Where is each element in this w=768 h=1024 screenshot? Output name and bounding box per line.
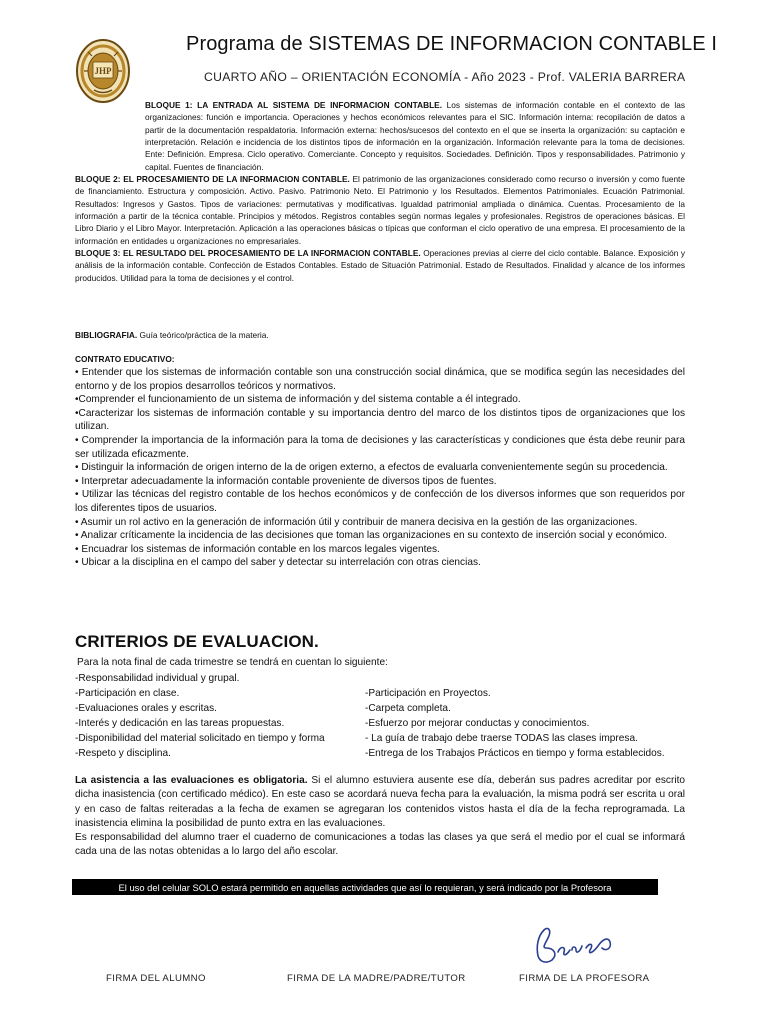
block-2-text: El patrimonio de las organizaciones considerado como recurso o inversión y como fuente de financiamiento. Estructura y composición. Activo. Pasivo. Patrimonio Neto. El Patrimonio y los Resultados. Elementos Patrimoniales. Ecuación Patrimonial. Resultados: Ingresos y Gastos. Tipos de variaciones: permutativas y modificativas. Igualdad patrimonial ampliada o dinámica. Cuentas. Procesamiento de la información a partir de la técnica contable. Principios y métodos. Registros contables según normas legales y profesionales. Registros de operaciones básicas. El Libro Diario y el Libro Mayor. Interpretación. Aplicación a las operaciones básicas o típicas que conforman el ciclo operativo de una empresa. El procesamiento de la información en entidades u organizaciones no empresariales. — [75, 174, 685, 246]
firma-alumno-label: FIRMA DEL ALUMNO — [106, 973, 206, 984]
criterios-intro: Para la nota final de cada trimestre se tendrá en cuentan lo siguiente: — [77, 657, 388, 668]
block-3 — [75, 247, 685, 284]
list-item: • Asumir un rol activo en la generación de información útil y contribuir de manera decisiva en la gestión de las organizaciones. — [75, 516, 638, 528]
content-blocks — [75, 99, 685, 284]
list-item: • Entender que los sistemas de información contable son una construcción social dinámica, que se modifica según las necesidades del entorno y de los propios desarrollos teóricos y normativos. — [75, 367, 685, 392]
list-item: • Utilizar las técnicas del registro contable de los hechos económicos y de confección de los diversos informes que son requeridos por los diferentes tipos de usuarios. — [75, 489, 685, 514]
school-seal-logo — [76, 38, 130, 104]
contrato-list — [75, 366, 685, 570]
teacher-signature — [528, 918, 638, 968]
block-2-heading: BLOQUE 2: EL PROCESAMIENTO DE LA INFORMACION CONTABLE. — [75, 174, 350, 185]
seal-text: JHP — [94, 66, 112, 76]
criterio-item: -Respeto y disciplina. — [75, 748, 171, 760]
block-3-heading: BLOQUE 3: EL RESULTADO DEL PROCESAMIENTO DE LA INFORMACION CONTABLE. — [75, 248, 421, 259]
list-item: • Distinguir la información de origen interno de la de origen externo, a efectos de evaluarla convenientemente según su procedencia. — [75, 462, 668, 474]
criterio-item: -Interés y dedicación en las tareas propuestas. — [75, 718, 285, 730]
asistencia-paragraph-1 — [75, 774, 685, 831]
bibliografia — [75, 329, 685, 341]
block-1 — [75, 99, 685, 173]
asistencia-text-1: Si el alumno estuviera ausente ese día, deberán sus padres acreditar por escrito dicha inasistencia (con certificado médico). En este caso se acordará nueva fecha para la evaluación, la misma podrá ser escrita u oral y en caso de faltas reiteradas a la fecha de examen se agregaran los contenidos vistos hasta el día de la fecha reprogramada. La inasistencia elimina la posibilidad de punto extra en las evaluaciones. — [75, 775, 685, 829]
bibliografia-text: Guía teórico/práctica de la materia. — [137, 330, 269, 340]
list-item: •Caracterizar los sistemas de información contable y su importancia dentro del marco de los distintos tipos de organizaciones que los utilizan. — [75, 407, 685, 433]
list-item: • Analizar críticamente la incidencia de las decisiones que toman las organizaciones en su contexto de inserción social y económico. — [75, 530, 668, 542]
criterio-item: -Participación en clase. — [75, 688, 180, 700]
block-2 — [75, 173, 685, 247]
banner-text: El uso del celular SOLO estará permitido en aquellas actividades que así lo requieran, y será indicado por la Profesora — [118, 881, 612, 893]
firma-profesora-label: FIRMA DE LA PROFESORA — [519, 973, 650, 984]
criterio-item: -Participación en Proyectos. — [365, 688, 491, 699]
list-item: • Ubicar a la disciplina en el campo del saber y detectar su interrelación con otras ciencias. — [75, 557, 481, 569]
block-3-text: Operaciones previas al cierre del ciclo contable. Balance. Exposición y análisis de la información contable. Confección de Estados Contables. Estado de Situación Patrimonial. Estado de Resultados. Finalidad y alcance de los informes producidos. Utilidad para la toma de decisiones y el control. — [75, 248, 685, 283]
asistencia-section — [75, 774, 685, 860]
list-item: • Interpretar adecuadamente la información contable proveniente de diversos tipos de fuentes. — [75, 475, 497, 487]
asistencia-text-2: Es responsabilidad del alumno traer el cuaderno de comunicaciones a todas las clases ya que será el medio por el cual se informará cada una de las notas obtenidas a lo largo del año escolar. — [75, 832, 685, 858]
block-1-heading: BLOQUE 1: LA ENTRADA AL SISTEMA DE INFORMACION CONTABLE. — [145, 100, 443, 110]
criterios-heading: CRITERIOS DE EVALUACION. — [75, 632, 319, 651]
criterio-item: -Entrega de los Trabajos Prácticos en tiempo y forma establecidos. — [365, 748, 665, 760]
criterio-item: -Evaluaciones orales y escritas. — [75, 703, 217, 715]
criterios-right-column — [365, 686, 695, 761]
bibliografia-label: BIBLIOGRAFIA. — [75, 330, 138, 340]
page-title: Programa de SISTEMAS DE INFORMACION CONTABLE I — [186, 33, 718, 55]
criterio-item: - La guía de trabajo debe traerse TODAS las clases impresa. — [365, 733, 638, 745]
list-item: •Comprender el funcionamiento de un sistema de información y del sistema contable a él integrado. — [75, 394, 521, 406]
criterio-item: -Carpeta completa. — [365, 703, 451, 715]
criterio-item: -Disponibilidad del material solicitado en tiempo y forma — [75, 733, 325, 745]
list-item: • Comprender la importancia de la información para la toma de decisiones y las características y condiciones que ésta debe reunir para ser utilizada eficazmente. — [75, 434, 685, 460]
asistencia-bold: La asistencia a las evaluaciones es obligatoria. — [75, 775, 308, 786]
criterio-item: -Responsabilidad individual y grupal. — [75, 673, 240, 684]
criterios-left-column — [75, 671, 365, 762]
list-item: • Encuadrar los sistemas de información contable en los marcos legales vigentes. — [75, 543, 440, 555]
celular-notice-banner — [72, 879, 658, 895]
block-1-text: Los sistemas de información contable en el contexto de las organizaciones: función e importancia. Operaciones y hechos económicos relevantes para el SIC. Información interna: recopilación de datos a partir de la documentación respaldatoria. Información externa: hechos/sucesos del contexto en el que se inserta la organización: su captación e interpretación. Relación e incidencia de los distintos tipos de información en la organización. Información relevante para la toma de decisiones. Ente: Definición. Empresa. Ciclo operativo. Comerciante. Concepto y requisitos. Sociedades. Definición. Tipos y responsabilidades. Patrimonio y capital. Fuentes de financiación. — [145, 100, 685, 172]
page-subtitle: CUARTO AÑO – ORIENTACIÓN ECONOMÍA - Año 2023 - Prof. VALERIA BARRERA — [204, 70, 686, 84]
contrato-heading: CONTRATO EDUCATIVO: — [75, 354, 175, 364]
criterio-item: -Esfuerzo por mejorar conductas y conocimientos. — [365, 718, 590, 730]
firma-tutor-label: FIRMA DE LA MADRE/PADRE/TUTOR — [287, 973, 466, 984]
